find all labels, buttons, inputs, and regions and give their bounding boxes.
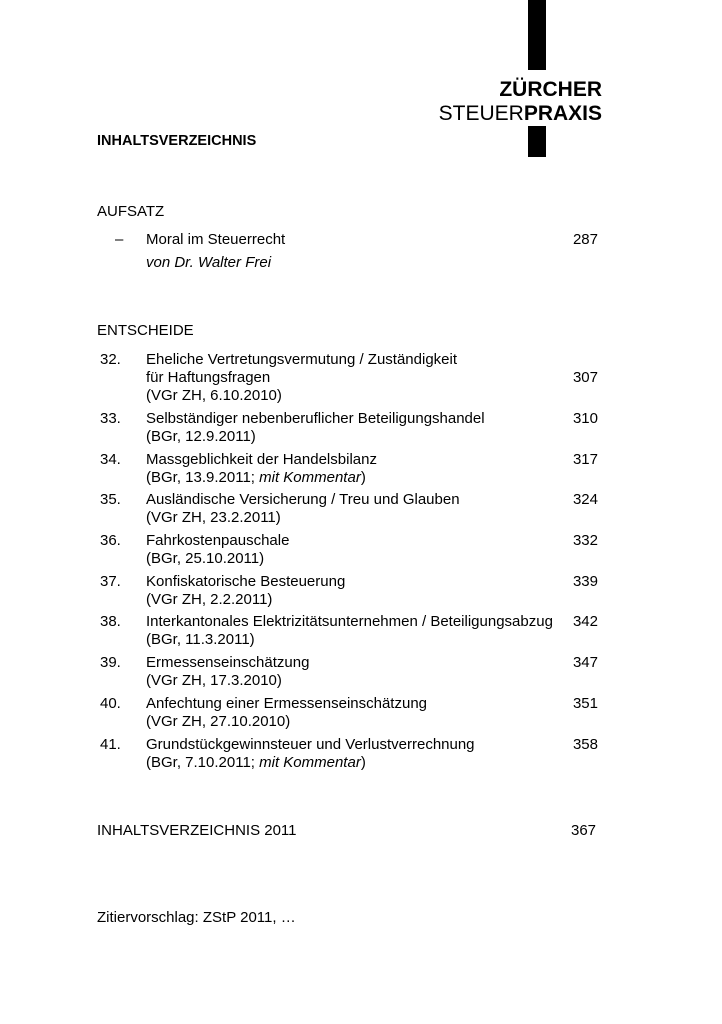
entry-number: 39. bbox=[100, 654, 121, 671]
entry-number: 35. bbox=[100, 491, 121, 508]
aufsatz-page: 287 bbox=[572, 231, 598, 248]
entry-page: 310 bbox=[572, 410, 598, 427]
entry-page: 339 bbox=[572, 573, 598, 590]
entry-page: 324 bbox=[572, 491, 598, 508]
entry-reference: (BGr, 12.9.2011) bbox=[146, 428, 256, 445]
entry-34 bbox=[97, 451, 601, 487]
entry-number: 38. bbox=[100, 613, 121, 630]
entry-title: Anfechtung einer Ermessenseinschätzung bbox=[146, 695, 428, 712]
entry-page: 342 bbox=[572, 613, 598, 630]
brand-line-2-bold: PRAXIS bbox=[523, 102, 602, 125]
entry-reference: (VGr ZH, 23.2.2011) bbox=[146, 509, 281, 526]
entry-number: 41. bbox=[100, 736, 121, 753]
entry-title: Grundstückgewinnsteuer und Verlustverrechnung bbox=[146, 736, 475, 753]
entry-36 bbox=[97, 532, 601, 568]
entry-title: Selbständiger nebenberuflicher Beteiligungshandel bbox=[146, 410, 485, 427]
entry-35 bbox=[97, 491, 601, 527]
entry-page: 332 bbox=[572, 532, 598, 549]
brand-bar-top bbox=[528, 0, 546, 70]
entry-38 bbox=[97, 613, 601, 649]
entry-33 bbox=[97, 410, 601, 446]
entry-page: 307 bbox=[572, 369, 598, 386]
entry-number: 37. bbox=[100, 573, 121, 590]
entry-reference: (BGr, 25.10.2011) bbox=[146, 550, 265, 567]
entry-reference-text: (BGr, 7.10.2011; bbox=[146, 754, 260, 771]
entry-title: Eheliche Vertretungsvermutung / Zuständigkeit bbox=[146, 351, 458, 368]
entry-page: 317 bbox=[572, 451, 598, 468]
entry-page: 347 bbox=[572, 654, 598, 671]
brand-bar-bottom bbox=[528, 126, 546, 157]
entry-number: 36. bbox=[100, 532, 121, 549]
entry-reference: (VGr ZH, 6.10.2010) bbox=[146, 387, 282, 404]
entry-reference-comment: mit Kommentar bbox=[259, 469, 361, 486]
toc-title: INHALTSVERZEICHNIS bbox=[97, 133, 257, 149]
entry-reference: (VGr ZH, 17.3.2010) bbox=[146, 672, 282, 689]
entry-41 bbox=[97, 736, 601, 772]
entry-32 bbox=[97, 351, 601, 405]
entry-reference: (VGr ZH, 27.10.2010) bbox=[146, 713, 291, 730]
aufsatz-title: Moral im Steuerrecht bbox=[146, 231, 286, 248]
entry-reference bbox=[146, 469, 561, 487]
entry-title: Fahrkostenpauschale bbox=[146, 532, 290, 549]
entry-37 bbox=[97, 573, 601, 609]
aufsatz-author: von Dr. Walter Frei bbox=[146, 254, 272, 271]
entry-reference: (VGr ZH, 2.2.2011) bbox=[146, 591, 273, 608]
entry-number: 32. bbox=[100, 351, 121, 368]
entry-reference bbox=[146, 754, 561, 772]
entry-title: für Haftungsfragen bbox=[146, 369, 271, 386]
entry-page: 358 bbox=[572, 736, 598, 753]
citation-suggestion: Zitiervorschlag: ZStP 2011, … bbox=[97, 909, 296, 926]
entry-reference-close: ) bbox=[360, 469, 366, 486]
entry-title: Interkantonales Elektrizitätsunternehmen / Beteiligungsabzug bbox=[146, 613, 553, 630]
entry-reference-text: (BGr, 13.9.2011; bbox=[146, 469, 260, 486]
entry-40 bbox=[97, 695, 601, 731]
aufsatz-dash: – bbox=[115, 231, 124, 248]
entry-title: Massgeblichkeit der Handelsbilanz bbox=[146, 451, 377, 468]
aufsatz-heading: AUFSATZ bbox=[97, 203, 165, 220]
entry-reference-comment: mit Kommentar bbox=[259, 754, 361, 771]
entry-reference: (BGr, 11.3.2011) bbox=[146, 631, 255, 648]
brand-line-1: ZÜRCHER bbox=[499, 78, 602, 101]
entry-title: Konfiskatorische Besteuerung bbox=[146, 573, 346, 590]
entry-number: 40. bbox=[100, 695, 121, 712]
annual-index-label: INHALTSVERZEICHNIS 2011 bbox=[97, 822, 297, 839]
entry-number: 34. bbox=[100, 451, 121, 468]
entry-39 bbox=[97, 654, 601, 690]
brand-line-2 bbox=[439, 102, 602, 126]
entry-reference-close: ) bbox=[360, 754, 366, 771]
aufsatz-entry bbox=[97, 231, 601, 272]
brand-line-2-regular: STEUER bbox=[438, 102, 524, 125]
entry-number: 33. bbox=[100, 410, 121, 427]
entry-title: Ausländische Versicherung / Treu und Glauben bbox=[146, 491, 460, 508]
entry-page: 351 bbox=[572, 695, 598, 712]
entscheide-heading: ENTSCHEIDE bbox=[97, 322, 194, 339]
entry-title: Ermessenseinschätzung bbox=[146, 654, 310, 671]
annual-index-page: 367 bbox=[571, 822, 597, 839]
